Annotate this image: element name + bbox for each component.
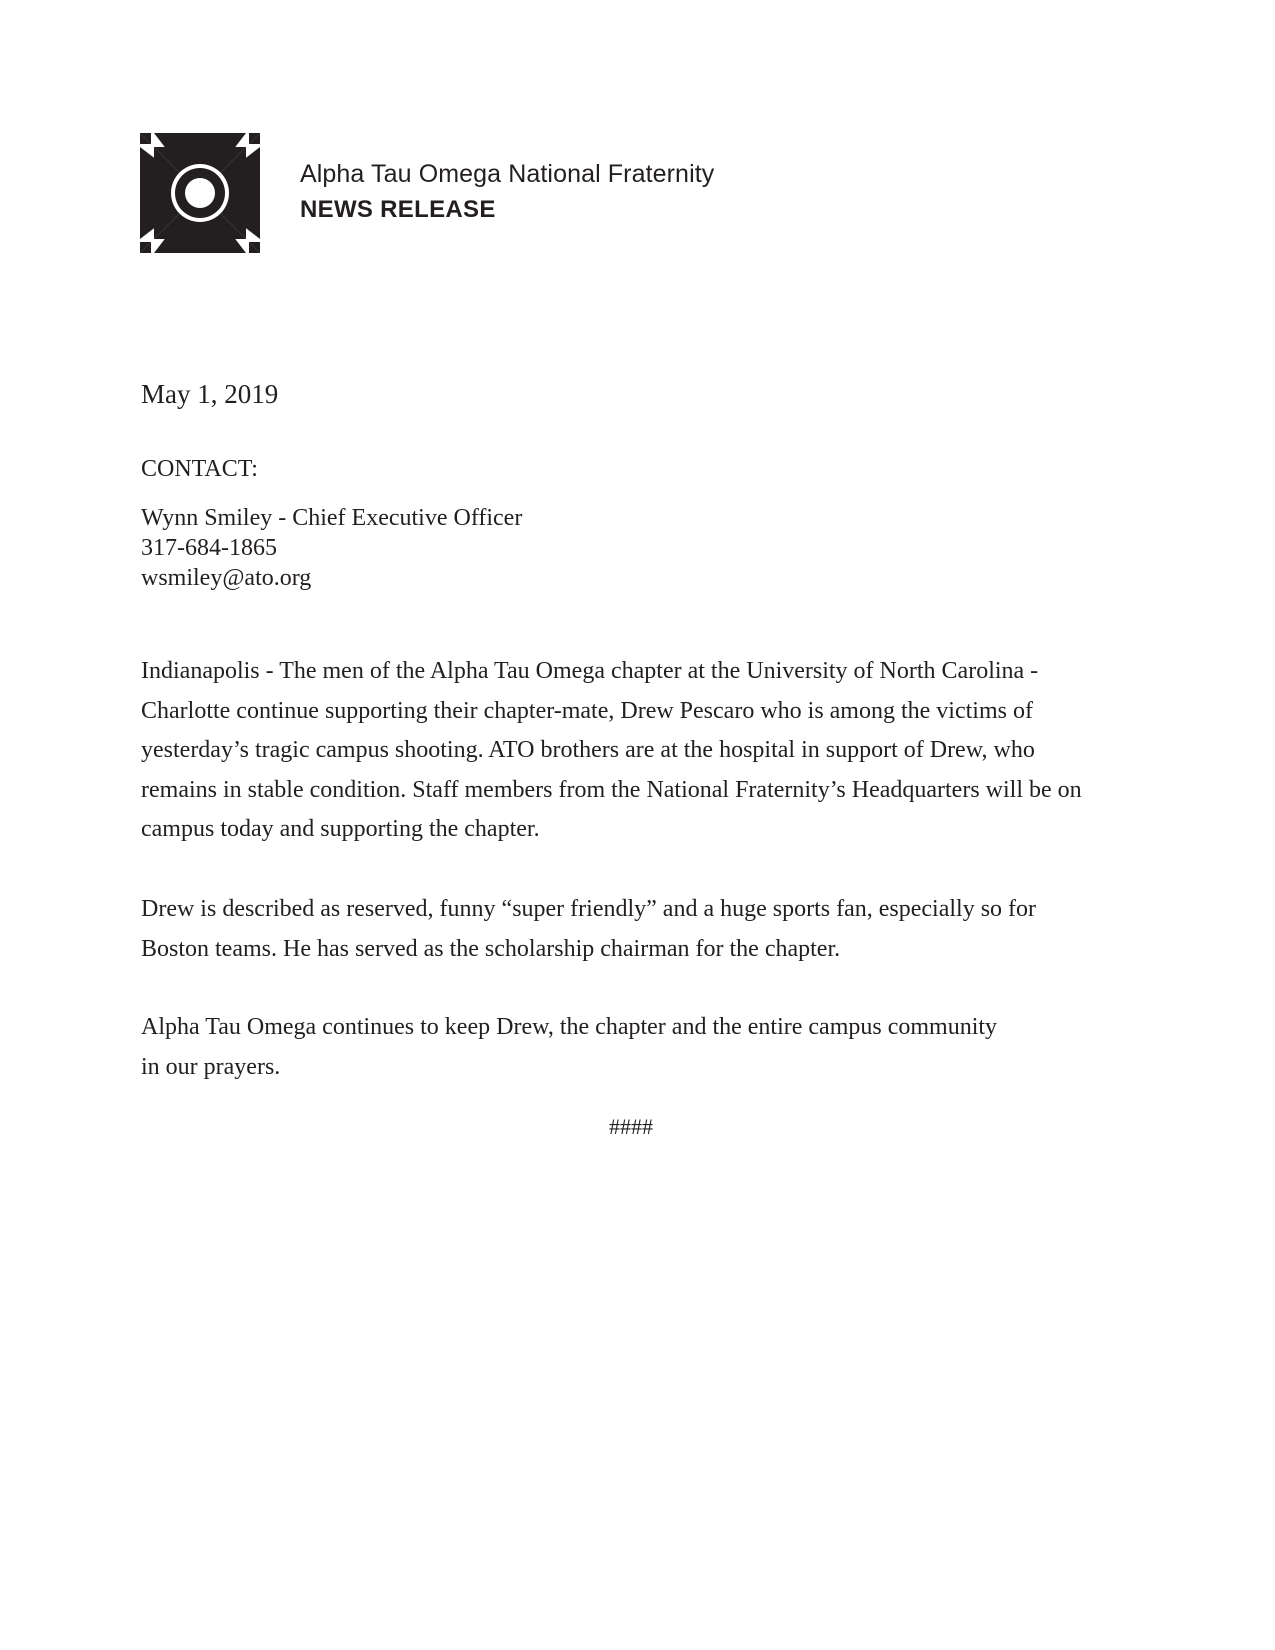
paragraph-line: Charlotte continue supporting their chapter-mate, Drew Pescaro who is among the victims of [141,697,1033,724]
contact-phone: 317-684-1865 [141,535,277,561]
body-paragraph-1 [141,652,1141,850]
paragraph-line: Boston teams. He has served as the scholarship chairman for the chapter. [141,935,841,962]
paragraph-line: campus today and supporting the chapter. [141,816,540,842]
contact-block [141,503,522,593]
contact-name-title: Wynn Smiley - Chief Executive Officer [141,505,523,531]
end-mark: #### [609,1114,653,1139]
release-header [300,158,714,226]
org-name: Alpha Tau Omega National Fraternity [300,160,715,188]
body-paragraph-2 [141,890,1141,969]
paragraph-line: in our prayers. [141,1053,281,1080]
release-date: May 1, 2019 [141,379,279,409]
contact-label: CONTACT: [141,456,258,482]
paragraph-line: remains in stable condition. Staff members from the National Fraternity’s Headquarters will be on [141,776,1082,803]
ato-logo-icon [140,133,260,253]
paragraph-line: Alpha Tau Omega continues to keep Drew, the chapter and the entire campus community [141,1014,998,1040]
paragraph-line: Indianapolis - The men of the Alpha Tau Omega chapter at the University of North Carolina - [141,658,1039,684]
paragraph-line: yesterday’s tragic campus shooting. ATO brothers are at the hospital in support of Drew, who [141,737,1035,763]
release-label: NEWS RELEASE [300,196,496,223]
paragraph-line: Drew is described as reserved, funny “super friendly” and a huge sports fan, especially so for [141,896,1037,922]
body-paragraph-3 [141,1008,1141,1087]
contact-email: wsmiley@ato.org [141,565,312,591]
